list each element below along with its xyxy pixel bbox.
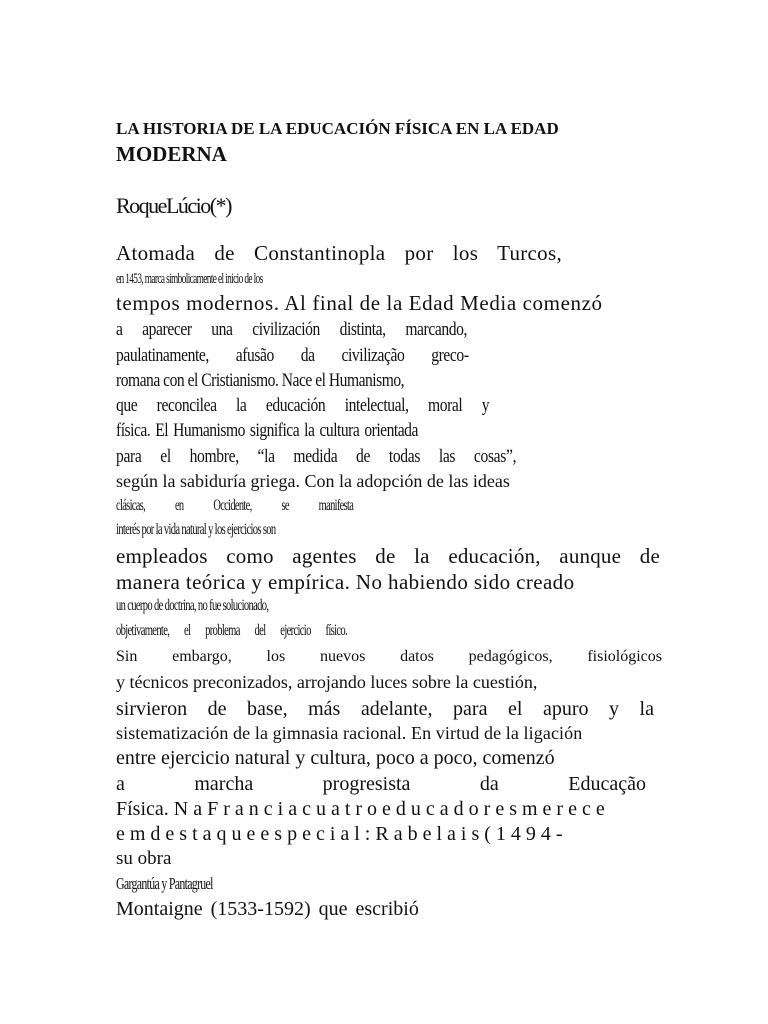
body-line: interés por la vida natural y los ejercicios son [116, 521, 276, 538]
body-line: empleados como agentes de la educación, aunque de [116, 544, 660, 568]
body-line: Sin embargo, los nuevos datos pedagógicos, fisiológicos [116, 648, 662, 665]
body-line: que reconcilea la educación intelectual, moral y [116, 395, 490, 416]
body-line: según la sabiduría griega. Con la adopción de las ideas [116, 471, 510, 491]
body-line: sistematización de la gimnasia racional. En virtud de la ligación [116, 723, 583, 743]
author-name: RoqueLúcio(*) [116, 193, 231, 218]
body-line: romana con el Cristianismo. Nace el Humanismo, [116, 370, 405, 391]
body-line: física. El Humanismo significa la cultura orientada [116, 420, 418, 441]
body-line: e m d e s t a q u e e s p e c i a l : R a b e l a i s ( 1 4 9 4 - [116, 823, 563, 845]
body-line: Atomada de Constantinopla por los Turcos, [116, 241, 562, 265]
body-line: entre ejercicio natural y cultura, poco a poco, comenzó [116, 747, 555, 769]
body-line: su obra [116, 848, 172, 869]
body-line: un cuerpo de doctrina, no fue solucionado, [116, 597, 269, 614]
body-line: manera teórica y empírica. No habiendo sido creado [116, 570, 575, 594]
body-line: para el hombre, “la medida de todas las cosas”, [116, 446, 517, 467]
title-line-1: LA HISTORIA DE LA EDUCACIÓN FÍSICA EN LA EDAD [116, 119, 559, 138]
body-line: Gargantúa y Pantagruel [116, 874, 213, 893]
body-line: objetivamente, el problema del ejercicio físico. [116, 622, 347, 639]
body-line: a aparecer una civilización distinta, marcando, [116, 319, 467, 340]
body-line: a marcha progresista da Educação [116, 773, 646, 795]
body-line: sirvieron de base, más adelante, para el apuro y la [116, 698, 654, 720]
body-line: Física. N a F r a n c i a c u a t r o e d u c a d o r e s m e r e c e [116, 799, 605, 819]
body-line: Montaigne (1533-1592) que escribió [116, 898, 419, 920]
body-line: y técnicos preconizados, arrojando luces sobre la cuestión, [116, 672, 538, 692]
body-line: paulatinamente, afusão da civilização greco- [116, 345, 469, 366]
body-line: tempos modernos. Al final de la Edad Media comenzó [116, 291, 603, 315]
title-line-2: MODERNA [116, 142, 227, 166]
body-line: clásicas, en Occidente, se manifesta [116, 497, 354, 514]
body-line: en 1453, marca simbolicamente el inicio de los [116, 271, 263, 287]
